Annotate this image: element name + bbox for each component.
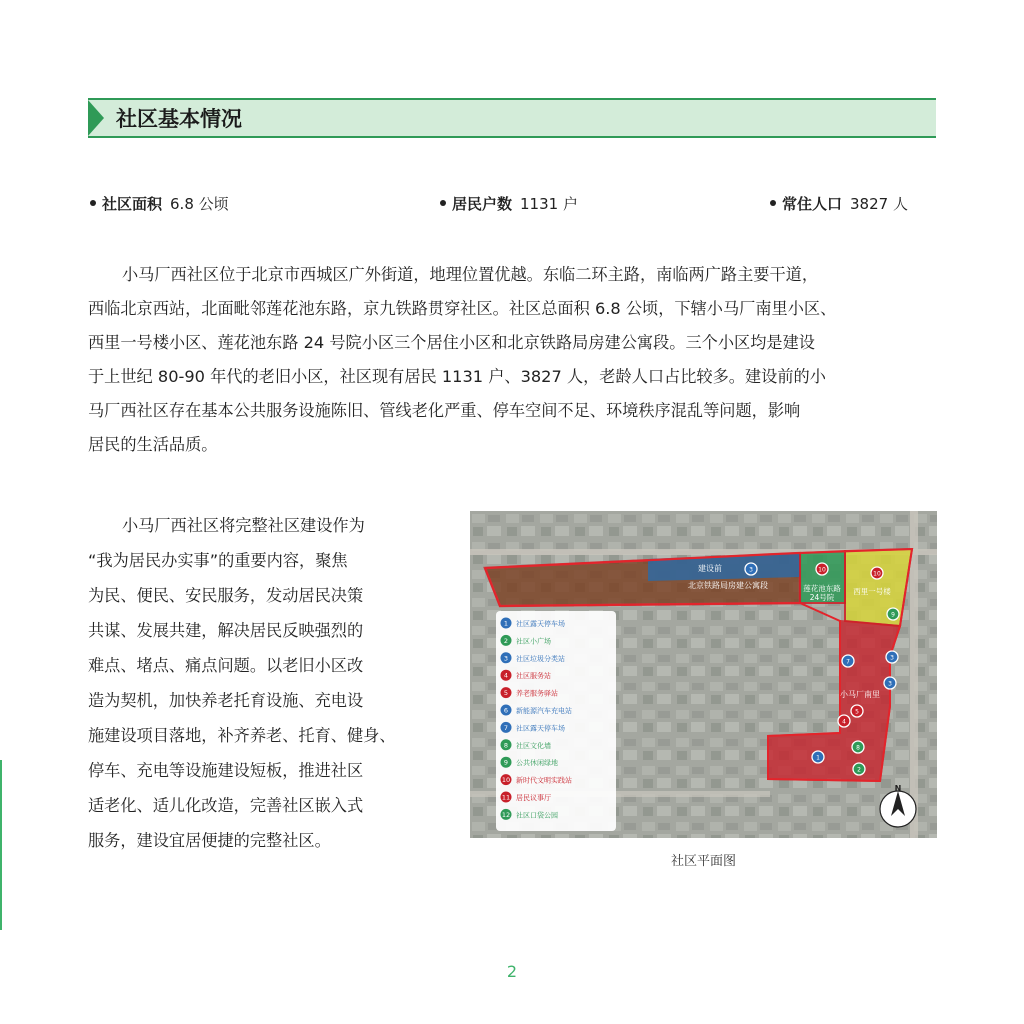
legend-text: 社区文化墙 (516, 741, 551, 750)
stat-area-value: 6.8 公顷 (170, 195, 229, 213)
map-pin-icon (871, 567, 883, 579)
map-caption: 社区平面图 (670, 854, 736, 869)
map-pin-icon (842, 655, 854, 667)
bullet-icon (90, 200, 96, 206)
legend-item (501, 635, 552, 646)
label-lotus: 莲花池东路 24号院 (803, 584, 841, 602)
legend-number: 10 (501, 776, 511, 785)
intro-line: 西里一号楼小区、莲花池东路 24 号院小区三个居住小区和北京铁路局房建公寓段。三个小区均是建设 (88, 333, 815, 352)
label-railway: 北京铁路局房建公寓段 (688, 581, 768, 590)
map-pin-icon (812, 751, 824, 763)
svg-text:2: 2 (857, 766, 861, 774)
section-title: 社区基本情况 (116, 107, 242, 131)
plan-line: 适老化、适儿化改造，完善社区嵌入式 (88, 796, 364, 815)
legend-number: 6 (503, 706, 509, 715)
legend-number: 4 (503, 671, 509, 680)
stat-area-label: 社区面积 (102, 195, 163, 213)
page-edge-rule (0, 760, 2, 930)
legend-text: 公共休闲绿地 (516, 759, 558, 768)
plan-paragraph (88, 508, 433, 858)
stat-population (770, 193, 908, 214)
map-pin-icon (838, 715, 850, 727)
map-pin-icon (853, 763, 865, 775)
stat-households-value: 1131 户 (520, 195, 578, 213)
legend-item (501, 809, 559, 820)
legend-text: 新能源汽车充电站 (516, 707, 572, 715)
legend-number: 7 (503, 723, 509, 732)
map-legend (496, 611, 616, 831)
map-pin-icon (851, 705, 863, 717)
legend-text: 社区露天停车场 (516, 620, 565, 628)
section-header (88, 98, 936, 138)
intro-line: 居民的生活品质。 (88, 435, 218, 454)
label-south: 小马厂南里 (840, 690, 880, 699)
plan-line: 施建设项目落地，补齐养老、托育、健身、 (88, 726, 396, 745)
map-pin-icon (884, 677, 896, 689)
svg-text:1: 1 (816, 754, 820, 762)
legend-item (501, 670, 552, 681)
svg-text:8: 8 (856, 744, 860, 752)
map-pin-icon (816, 563, 828, 575)
map-pin-icon (745, 563, 757, 575)
legend-number: 9 (503, 758, 509, 767)
svg-text:3: 3 (749, 566, 753, 574)
page-number: 2 (506, 962, 518, 981)
intro-line: 马厂西社区存在基本公共服务设施陈旧、管线老化严重、停车空间不足、环境秩序混乱等问题，影响 (88, 401, 801, 420)
legend-number: 2 (503, 636, 509, 645)
legend-text: 社区小广场 (516, 637, 551, 646)
header-arrow-icon (88, 100, 104, 136)
intro-line: 于上世纪 80-90 年代的老旧小区，社区现有居民 1131 户、3827 人，老龄人口占比较多。建设前的小 (88, 367, 826, 386)
svg-text:10: 10 (818, 566, 826, 574)
legend-item (501, 739, 552, 750)
plan-line: 服务，建设宜居便捷的完整社区。 (88, 831, 331, 850)
intro-paragraph (88, 258, 938, 462)
plan-line: 难点、堵点、痛点问题。以老旧小区改 (88, 656, 364, 675)
compass-label: N (894, 784, 902, 793)
community-map (470, 511, 937, 838)
svg-text:7: 7 (846, 658, 850, 666)
legend-item (501, 687, 559, 698)
legend-text: 社区露天停车场 (516, 724, 565, 733)
plan-line: “我为居民办实事”的重要内容，聚焦 (88, 551, 348, 570)
intro-line: 小马厂西社区位于北京市西城区广外街道，地理位置优越。东临二环主路，南临两广路主要干道， (122, 265, 819, 284)
map-pin-icon (887, 608, 899, 620)
plan-line: 小马厂西社区将完整社区建设作为 (122, 516, 365, 535)
svg-text:3: 3 (890, 654, 894, 662)
plan-line: 共谋、发展共建，解决居民反映强烈的 (88, 621, 364, 640)
map-pin-icon (852, 741, 864, 753)
legend-number: 1 (503, 619, 509, 628)
legend-text: 社区垃圾分类站 (516, 654, 565, 663)
bullet-icon (770, 200, 776, 206)
plan-line: 造为契机，加快养老托育设施、充电设 (88, 691, 364, 710)
legend-item (501, 757, 559, 768)
label-west: 西里一号楼 (853, 587, 891, 596)
svg-text:3: 3 (888, 680, 892, 688)
legend-item (501, 792, 552, 803)
svg-text:5: 5 (855, 708, 859, 716)
svg-text:10: 10 (873, 570, 881, 578)
legend-text: 社区口袋公园 (516, 811, 558, 820)
label-tag: 建设前 (698, 564, 722, 573)
map-pin-icon (886, 651, 898, 663)
legend-text: 社区服务站 (516, 672, 551, 681)
legend-text: 养老服务驿站 (516, 689, 558, 698)
stat-area (90, 193, 229, 214)
legend-number: 11 (501, 793, 511, 802)
stat-households (440, 193, 578, 214)
svg-text:9: 9 (891, 611, 895, 619)
legend-number: 3 (503, 654, 509, 663)
plan-line: 停车、充电等设施建设短板，推进社区 (88, 761, 364, 780)
legend-text: 居民议事厅 (516, 794, 551, 802)
stat-households-label: 居民户数 (452, 195, 513, 213)
stat-population-label: 常住人口 (782, 195, 843, 213)
legend-number: 12 (501, 810, 511, 819)
legend-text: 新时代文明实践站 (516, 776, 572, 785)
legend-number: 5 (503, 689, 509, 698)
intro-line: 西临北京西站，北面毗邻莲花池东路，京九铁路贯穿社区。社区总面积 6.8 公顷，下辖小马厂南里小区、 (88, 299, 837, 318)
svg-text:4: 4 (842, 718, 846, 726)
legend-number: 8 (503, 741, 509, 750)
plan-line: 为民、便民、安民服务，发动居民决策 (88, 586, 364, 605)
stat-population-value: 3827 人 (850, 195, 908, 213)
bullet-icon (440, 200, 446, 206)
